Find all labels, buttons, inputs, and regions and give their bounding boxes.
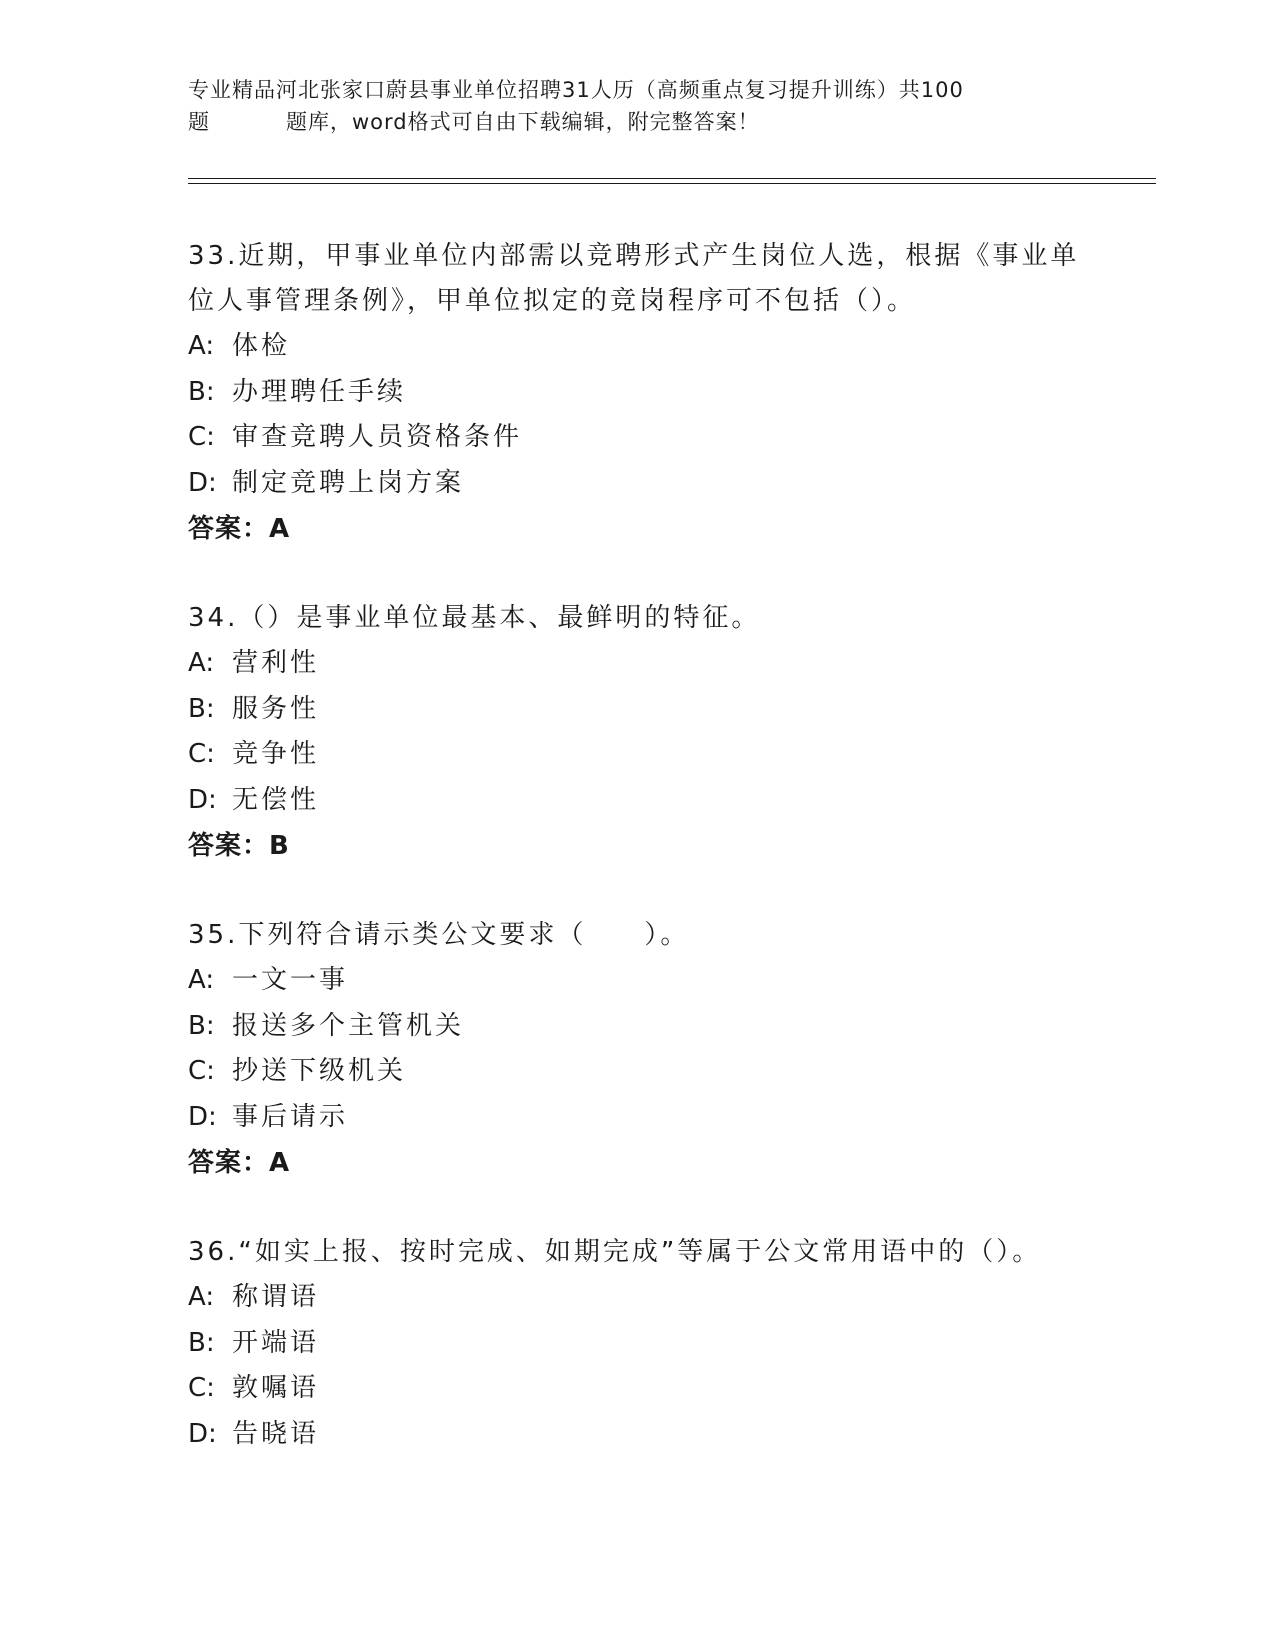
option-text: 无偿性 <box>232 784 320 815</box>
option-text: 敦嘱语 <box>232 1373 320 1403</box>
option-key: D: <box>188 784 217 815</box>
header-divider-top <box>188 178 1156 179</box>
header-line2-lead: 题 <box>188 110 210 134</box>
option-text: 制定竞聘上岗方案 <box>232 467 465 498</box>
option-c <box>188 415 1188 461</box>
option-b <box>188 1004 1188 1050</box>
option-key: B: <box>188 376 215 407</box>
answer-line: 答案：B <box>188 831 290 861</box>
question-list <box>188 234 1188 1501</box>
option-a <box>188 324 1188 370</box>
option-key: A: <box>188 1282 215 1312</box>
option-text: 抄送下级机关 <box>232 1056 407 1086</box>
option-key: C: <box>188 739 215 769</box>
question-34 <box>188 596 1188 869</box>
option-a <box>188 1275 1188 1321</box>
option-text: 竞争性 <box>232 739 320 769</box>
option-d <box>188 1412 1188 1458</box>
option-d <box>188 778 1188 824</box>
option-text: 审查竞聘人员资格条件 <box>232 422 523 452</box>
option-key: C: <box>188 422 215 452</box>
question-33 <box>188 234 1188 552</box>
option-text: 一文一事 <box>232 965 349 995</box>
option-key: C: <box>188 1373 215 1403</box>
option-a <box>188 641 1188 687</box>
option-key: D: <box>188 1418 217 1449</box>
question-35 <box>188 913 1188 1186</box>
option-d <box>188 1095 1188 1141</box>
option-key: C: <box>188 1056 215 1086</box>
option-d <box>188 461 1188 507</box>
option-key: B: <box>188 1010 215 1041</box>
option-text: 服务性 <box>232 693 320 724</box>
option-key: B: <box>188 1327 215 1358</box>
option-c <box>188 1366 1188 1412</box>
header-title: 专业精品河北张家口蔚县事业单位招聘31人历（高频重点复习提升训练）共100 <box>188 78 964 102</box>
option-text: 营利性 <box>232 648 320 678</box>
option-text: 办理聘任手续 <box>232 376 407 407</box>
header-line2-text: 题库，word格式可自由下载编辑，附完整答案！ <box>286 110 760 134</box>
option-text: 告晓语 <box>232 1418 320 1449</box>
question-text-line: 35.下列符合请示类公文要求（ ）。 <box>188 920 690 950</box>
option-key: A: <box>188 965 215 995</box>
question-text-line: 33.近期，甲事业单位内部需以竞聘形式产生岗位人选，根据《事业单 <box>188 241 1080 271</box>
answer-line: 答案：A <box>188 514 291 544</box>
option-text: 报送多个主管机关 <box>232 1010 465 1041</box>
option-key: D: <box>188 1101 217 1132</box>
option-b <box>188 370 1188 416</box>
option-c <box>188 732 1188 778</box>
question-text-line: 36.“如实上报、按时完成、如期完成”等属于公文常用语中的（）。 <box>188 1237 1042 1267</box>
option-key: A: <box>188 331 215 361</box>
answer-line: 答案：A <box>188 1148 291 1178</box>
option-text: 事后请示 <box>232 1101 349 1132</box>
option-b <box>188 1321 1188 1367</box>
option-text: 体检 <box>232 331 291 361</box>
document-header <box>188 74 1088 138</box>
option-text: 称谓语 <box>232 1282 320 1312</box>
option-key: D: <box>188 467 217 498</box>
option-b <box>188 687 1188 733</box>
option-text: 开端语 <box>232 1327 320 1358</box>
header-line-1 <box>188 74 1088 106</box>
option-a <box>188 958 1188 1004</box>
question-text-line: 位人事管理条例》，甲单位拟定的竞岗程序可不包括（）。 <box>188 286 917 316</box>
question-36 <box>188 1230 1188 1457</box>
option-key: A: <box>188 648 215 678</box>
question-text-line: 34.（）是事业单位最基本、最鲜明的特征。 <box>188 603 761 633</box>
option-c <box>188 1049 1188 1095</box>
option-key: B: <box>188 693 215 724</box>
header-divider-bottom <box>188 183 1156 184</box>
header-line-2 <box>188 106 1088 138</box>
